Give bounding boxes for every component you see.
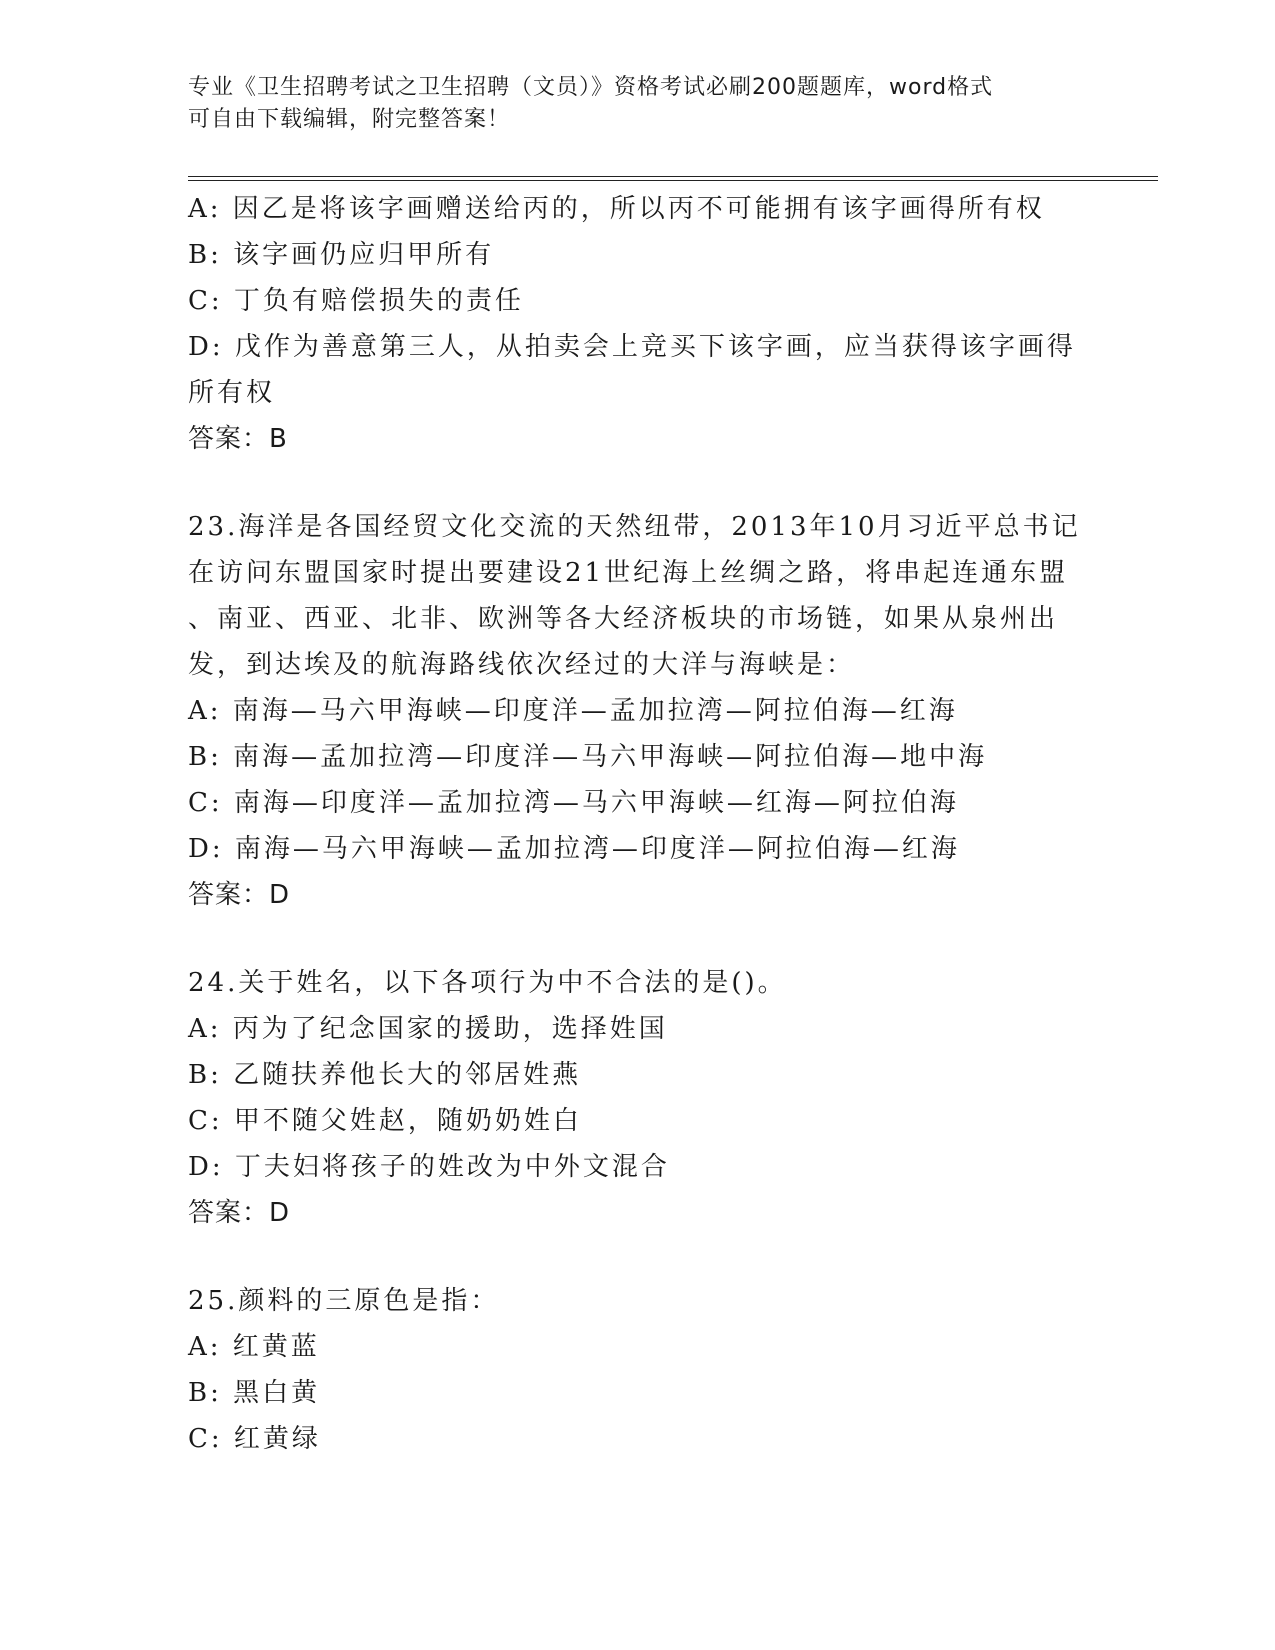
question-25 [188, 1278, 1088, 1462]
question-stem: 、南亚、西亚、北非、欧洲等各大经济板块的市场链，如果从泉州出 [188, 604, 1059, 634]
option-b: B: 乙随扶养他长大的邻居姓燕 [188, 1060, 582, 1090]
question-stem: 25.颜料的三原色是指： [188, 1286, 500, 1316]
header-divider [188, 176, 1158, 181]
option-b: B: 南海—孟加拉湾—印度洋—马六甲海峡—阿拉伯海—地中海 [188, 742, 988, 772]
question-23 [188, 504, 1088, 918]
header-line-2: 可自由下载编辑，附完整答案！ [188, 107, 511, 132]
question-stem: 23.海洋是各国经贸文化交流的天然纽带，2013年10月习近平总书记 [188, 512, 1081, 542]
answer: 答案：B [188, 424, 288, 454]
question-22 [188, 186, 1088, 462]
option-a: A: 丙为了纪念国家的援助，选择姓国 [188, 1014, 668, 1044]
header-line-1: 专业《卫生招聘考试之卫生招聘（文员）》资格考试必刷200题题库，word格式 [188, 75, 994, 100]
option-b: B: 该字画仍应归甲所有 [188, 240, 495, 270]
option-d: D: 丁夫妇将孩子的姓改为中外文混合 [188, 1152, 670, 1182]
option-c: C: 南海—印度洋—孟加拉湾—马六甲海峡—红海—阿拉伯海 [188, 788, 959, 818]
option-a: A: 红黄蓝 [188, 1332, 320, 1362]
question-stem: 在访问东盟国家时提出要建设21世纪海上丝绸之路，将串起连通东盟 [188, 558, 1069, 588]
option-c: C: 甲不随父姓赵，随奶奶姓白 [188, 1106, 582, 1136]
option-d: D: 戊作为善意第三人，从拍卖会上竞买下该字画，应当获得该字画得 [188, 332, 1076, 362]
option-c: C: 红黄绿 [188, 1424, 321, 1454]
answer: 答案：D [188, 880, 291, 910]
question-stem: 发，到达埃及的航海路线依次经过的大洋与海峡是： [188, 650, 856, 680]
answer: 答案：D [188, 1198, 291, 1228]
question-24 [188, 960, 1088, 1236]
option-d-continuation: 所有权 [188, 378, 276, 408]
option-d: D: 南海—马六甲海峡—孟加拉湾—印度洋—阿拉伯海—红海 [188, 834, 960, 864]
question-content [188, 186, 1088, 1462]
option-b: B: 黑白黄 [188, 1378, 321, 1408]
question-stem: 24.关于姓名，以下各项行为中不合法的是()。 [188, 968, 787, 998]
option-a: A: 因乙是将该字画赠送给丙的，所以丙不可能拥有该字画得所有权 [188, 194, 1045, 224]
document-header [188, 72, 1068, 136]
option-a: A: 南海—马六甲海峡—印度洋—孟加拉湾—阿拉伯海—红海 [188, 696, 958, 726]
option-c: C: 丁负有赔偿损失的责任 [188, 286, 524, 316]
